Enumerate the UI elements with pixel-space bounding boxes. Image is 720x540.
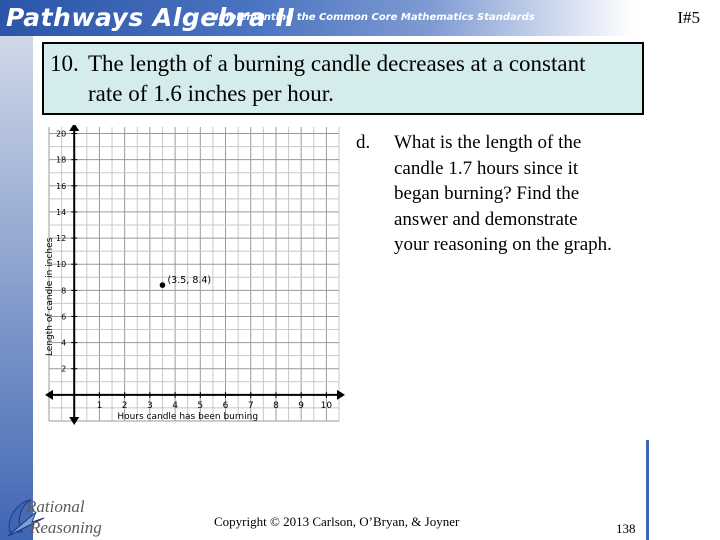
x-tick-label: 5 — [197, 400, 204, 411]
x-tick-label: 10 — [320, 400, 333, 411]
footer-divider — [646, 440, 649, 540]
page-number: 138 — [616, 521, 636, 536]
data-point-label: (3.5, 8.4) — [167, 275, 212, 287]
question-box — [42, 42, 644, 115]
part-d-line-2: candle 1.7 hours since it — [394, 157, 579, 179]
part-d-label: d. — [356, 132, 371, 153]
y-tick-label: 2 — [61, 364, 67, 374]
y-tick-label: 10 — [56, 260, 67, 270]
x-tick-label: 2 — [121, 400, 128, 411]
part-d-line-3: began burning? Find the — [394, 183, 580, 204]
logo-word-2: Reasoning — [30, 518, 102, 537]
y-axis-title: Length of candle in inches — [45, 237, 55, 357]
y-tick-label: 8 — [61, 286, 67, 296]
question-text-line-1: The length of a burning candle decreases at a constant — [88, 51, 586, 76]
part-d-text — [394, 130, 612, 258]
y-tick-label: 18 — [56, 155, 67, 165]
course-title: Pathways Algebra II — [6, 3, 296, 32]
y-tick-label: 4 — [61, 338, 67, 348]
x-tick-label: 4 — [172, 400, 178, 411]
part-d-line-5: your reasoning on the graph. — [394, 234, 612, 255]
y-tick-label: 16 — [56, 181, 67, 191]
x-tick-label: 6 — [222, 400, 229, 411]
y-tick-label: 20 — [56, 129, 67, 139]
data-point — [160, 282, 166, 288]
x-tick-label: 3 — [147, 400, 153, 411]
part-d-line-4: answer and demonstrate — [394, 208, 578, 230]
x-tick-label: 1 — [96, 400, 103, 411]
question-number: 10. — [50, 51, 79, 76]
part-d-line-1: What is the length of the — [394, 132, 582, 153]
logo-word-1: Rational — [26, 497, 85, 516]
coordinate-graph — [43, 125, 349, 425]
x-tick-label: 7 — [247, 400, 254, 411]
course-subtitle: Implementing the Common Core Mathematics Standards — [215, 12, 535, 23]
question-text-line-2: rate of 1.6 inches per hour. — [88, 81, 334, 106]
side-decoration — [0, 36, 33, 540]
x-tick-label: 9 — [298, 400, 305, 411]
x-tick-label: 8 — [273, 400, 279, 411]
rational-reasoning-logo — [4, 492, 139, 538]
slide-code: I#5 — [677, 8, 700, 27]
x-axis-title: Hours candle has been burning — [117, 411, 259, 422]
y-tick-label: 14 — [56, 207, 67, 217]
header-bar — [0, 0, 720, 36]
y-tick-label: 12 — [56, 234, 67, 244]
y-tick-label: 6 — [61, 312, 67, 322]
copyright-notice: Copyright © 2013 Carlson, O’Bryan, & Joyner — [214, 514, 460, 529]
